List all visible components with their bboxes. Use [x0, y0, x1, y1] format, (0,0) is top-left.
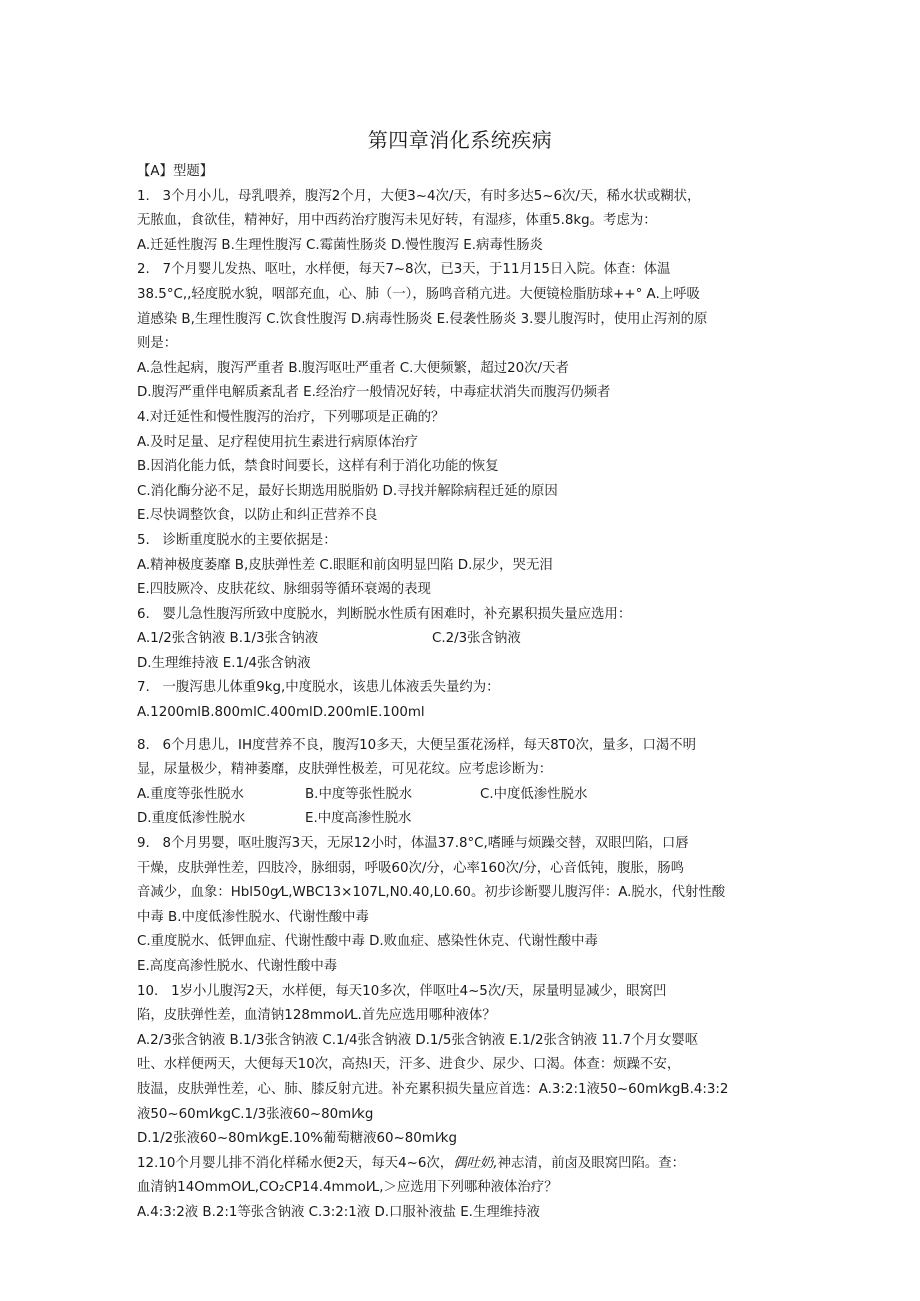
question-9 — [137, 832, 797, 980]
question-1 — [137, 185, 797, 259]
question-text: 7. 一腹泻患儿体重9kg,中度脱水，该患儿体液丢失量约为： — [137, 680, 500, 696]
question-text-italic: 偶吐奶, — [453, 1155, 498, 1171]
question-4 — [137, 406, 797, 529]
answer-option: C.中度低渗性脱水 — [480, 786, 588, 802]
question-text: 音减少，血象：Hbl50g⁄L,WBC13×107L,N0.40,L0.60。初步诊断婴儿腹泻伴：A.脱水，代射性酸 — [137, 885, 726, 901]
answer-options: D.生理维持液 E.1/4张含钠液 — [137, 655, 311, 671]
question-text: 显，尿量极少，精神萎靡，皮肤弹性极差，可见花纹。应考虑诊断为： — [137, 762, 553, 778]
question-text: 吐、水样便两天，大便每天10次，高热I天，汗多、进食少、尿少、口渴。体查：烦躁不安， — [137, 1057, 681, 1073]
question-6 — [137, 603, 797, 677]
answer-option: A.1/2张含钠液 B.1/3张含钠液 — [137, 631, 319, 647]
answer-options: D.1/2张液60~80ml⁄kgE.10%葡萄糖液60~80ml⁄kg — [137, 1131, 458, 1147]
answer-option: B.因消化能力低，禁食时间要长，这样有利于消化功能的恢复 — [137, 459, 499, 475]
question-text: 8. 6个月患儿，IH度营养不良，腹泻10多天，大便呈蛋花汤样，每天8T0次，量多，口渴不明 — [137, 737, 697, 753]
answer-option: A.及时足量、足疗程使用抗生素进行病原体治疗 — [137, 434, 418, 450]
answer-options: D.腹泻严重伴电解质紊乱者 E.经治疗一般情况好转，中毒症状消失而腹泻仍频者 — [137, 385, 611, 401]
answer-options: A.4:3:2液 B.2:1等张含钠液 C.3:2:1液 D.口服补液盐 E.生理维持液 — [137, 1204, 540, 1220]
answer-options — [137, 783, 797, 808]
question-text: 10. 1岁小儿腹泻2天，水样便，每天10多次，伴呕吐4~5次/天，尿量明显减少，眼窝凹 — [137, 983, 667, 999]
question-text: 5. 诊断重度脱水的主要依据是： — [137, 532, 337, 548]
answer-option: E.高度高渗性脱水、代谢性酸中毒 — [137, 959, 338, 974]
answer-option: C.消化酶分泌不足，最好长期选用脱脂奶 D.寻找并解除病程迁延的原因 — [137, 483, 558, 499]
question-text — [137, 1152, 797, 1177]
answer-option: E.尽快调整饮食，以防止和纠正营养不良 — [137, 508, 378, 524]
question-7 — [137, 676, 797, 725]
question-text: 肢温，皮肤弹性差，心、肺、膝反射亢进。补充累积损失量应首选：A.3:2:1液50~60ml⁄kgB.4:3:2 — [137, 1081, 729, 1097]
question-text: 6. 婴儿急性腹泻所致中度脱水，判断脱水性质有困难时，补充累积损失量应选用： — [137, 606, 632, 622]
answer-option: A.重度等张性脱水 — [137, 786, 244, 802]
question-2 — [137, 258, 797, 406]
answer-options: 液50~60ml⁄kgC.1/3张液60~80ml⁄kg — [137, 1106, 374, 1122]
answer-options: A.精神极度萎靡 B,皮肤弹性差 C.眼眶和前囟明显凹陷 D.尿少，哭无泪 — [137, 557, 553, 573]
question-text: 道感染 B,生理性腹泻 C.饮食性腹泻 D.病毒性肠炎 E.侵袭性肠炎 3.婴儿腹泻时，使用止泻剂的原 — [137, 311, 708, 327]
answer-options — [137, 807, 797, 832]
answer-options: 中毒 B.中度低渗性脱水、代谢性酸中毒 — [137, 909, 369, 925]
chapter-title: 第四章消化系统疾病 — [367, 128, 553, 152]
answer-options: C.重度脱水、低钾血症、代谢性酸中毒 D.败血症、感染性休克、代谢性酸中毒 — [137, 934, 598, 950]
question-8 — [137, 734, 797, 832]
answer-options — [137, 627, 797, 652]
question-text: 血清钠14OmmOl⁄L,CO₂CP14.4mmol⁄L,＞应选用下列哪种液体治疗？ — [137, 1180, 558, 1196]
question-5 — [137, 529, 797, 603]
answer-options: A.急性起病，腹泻严重者 B.腹泻呕吐严重者 C.大便频繁，超过20次/天者 — [137, 360, 569, 376]
question-text-part: 神志清，前卤及眼窝凹陷。查： — [497, 1155, 686, 1171]
section-heading: 【A】型题】 — [137, 164, 214, 179]
answer-options: A.迁延性腹泻 B.生理性腹泻 C.霉菌性肠炎 D.慢性腹泻 E.病毒性肠炎 — [137, 237, 543, 253]
question-text: 1. 3个月小儿，母乳喂养，腹泻2个月，大便3~4次/天，有时多达5~6次/天，稀水状或糊状， — [137, 188, 701, 204]
question-text: 38.5°C,,轻度脱水貌，咽部充血，心、肺（一），肠鸣音稍亢进。大便镜检脂肪球++° A.上呼吸 — [137, 286, 700, 302]
question-text: 9. 8个月男婴，呕吐腹泻3天，无尿12小时，体温37.8°C,嗜睡与烦躁交替，双眼凹陷，口唇 — [137, 836, 689, 852]
question-text: 无脓血，食欲佳，精神好，用中西药治疗腹泻未见好转，有湿疹，体重5.8kg。考虑为： — [137, 213, 657, 229]
answer-option: B.中度等张性脱水 — [305, 786, 413, 802]
question-text: 2. 7个月婴儿发热、呕吐，水样便，每天7~8次，已3天，于11月15日入院。体查：体温 — [137, 262, 671, 278]
question-10 — [137, 980, 797, 1152]
answer-options: A.2/3张含钠液 B.1/3张含钠液 C.1/4张含钠液 D.1/5张含钠液 E.1/2张含钠液 11.7个月女婴呕 — [137, 1032, 699, 1048]
question-text: 陷，皮肤弹性差，血清钠128mmol⁄L.首先应选用哪种液体？ — [137, 1008, 496, 1024]
answer-option: E.中度高渗性脱水 — [305, 811, 412, 827]
question-text: 4.对迁延性和慢性腹泻的治疗，下列哪项是正确的？ — [137, 409, 445, 425]
answer-options: A.1200mlB.800mlC.400mlD.200mlE.100ml — [137, 705, 425, 721]
answer-option: C.2/3张含钠液 — [432, 631, 521, 647]
question-text: 干燥，皮肤弹性差，四肢冷，脉细弱，呼吸60次/分，心率160次/分，心音低钝，腹胀，肠鸣 — [137, 860, 685, 876]
answer-option: E.四肢厥冷、皮肤花纹、脉细弱等循环衰竭的表现 — [137, 582, 431, 598]
question-text-part: 12.10个月婴儿排不消化样稀水便2天，每天4~6次， — [137, 1155, 454, 1171]
answer-option: D.重度低渗性脱水 — [137, 811, 246, 827]
question-12 — [137, 1152, 797, 1226]
question-text: 则是： — [137, 336, 178, 352]
question-list — [137, 160, 797, 1226]
